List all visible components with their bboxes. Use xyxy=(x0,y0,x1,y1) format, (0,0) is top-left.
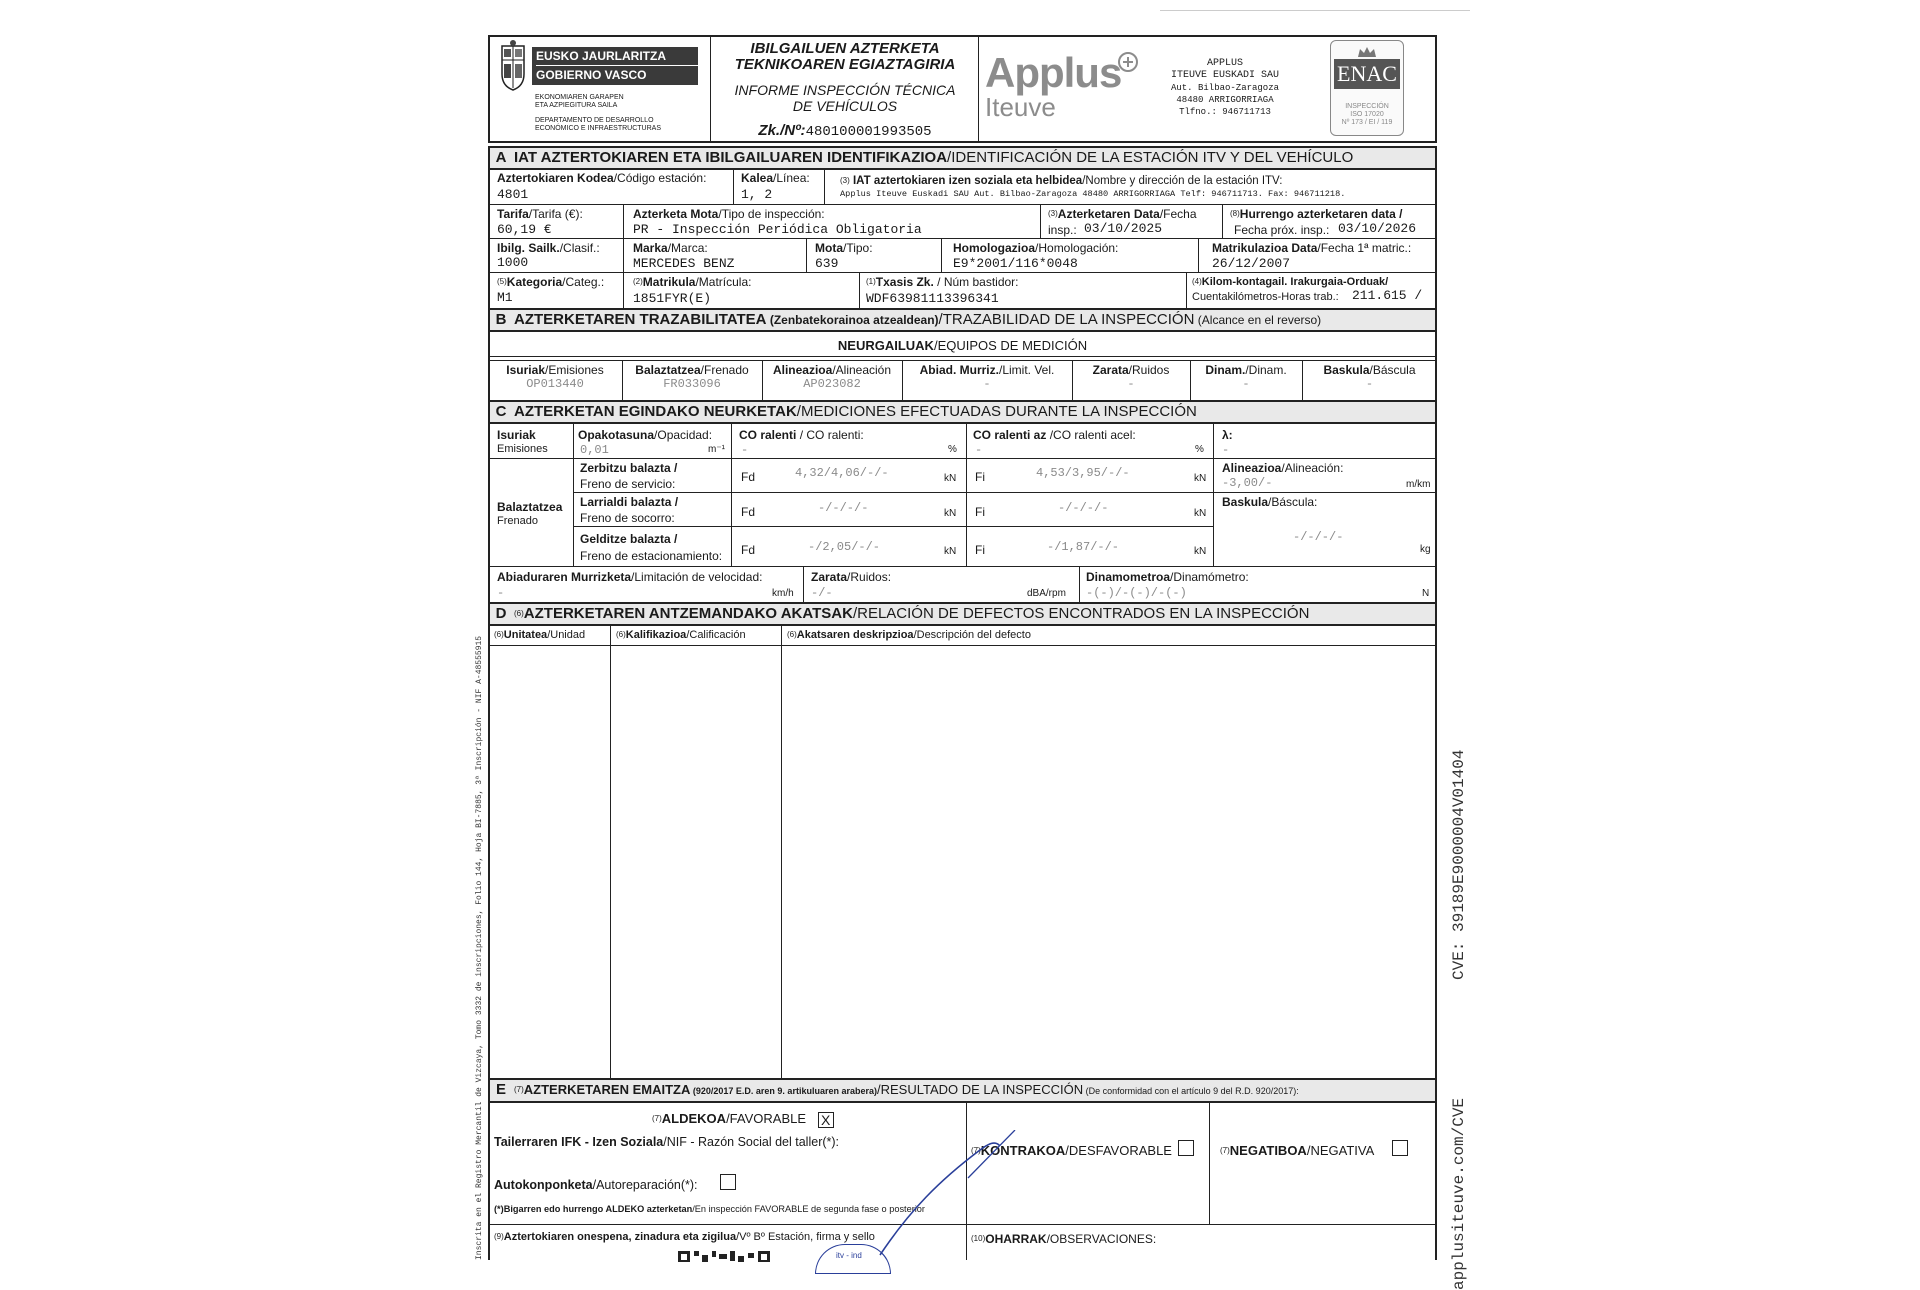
enac-badge xyxy=(1334,59,1400,89)
c-line-align-bottom xyxy=(1213,492,1437,493)
lambda-label: λ: xyxy=(1222,428,1233,442)
service-fi-unit: kN xyxy=(1194,473,1207,484)
a-r2-v3 xyxy=(1222,204,1223,238)
section-c-letter: C xyxy=(495,403,507,420)
enac-logo xyxy=(1330,40,1404,136)
dept-es-1: DEPARTAMENTO DE DESARROLLO xyxy=(535,117,654,124)
enac-crown-icon xyxy=(1357,45,1377,57)
a-row-line-3 xyxy=(488,272,1437,273)
a-r4-v3 xyxy=(1186,272,1187,308)
title-es-1: INFORME INSPECCIÓN TÉCNICA xyxy=(734,82,956,98)
parking-brake-label-es: Freno de estacionamiento: xyxy=(580,549,723,563)
parking-fi-value: -/1,87/-/- xyxy=(1047,540,1120,554)
parking-fi-label: Fi xyxy=(975,543,985,557)
a-r1-v2 xyxy=(824,169,825,204)
speed-limiter-label: Abiaduraren Murrizketa/Limitación de velocidad: xyxy=(497,570,763,584)
class-label: Ibilg. Sailk./Clasif.: xyxy=(497,241,600,255)
category-value: M1 xyxy=(497,290,513,305)
opacity-label: Opakotasuna/Opacidad: xyxy=(578,428,713,442)
equipment-item: Isuriak/Emisiones OP013440 xyxy=(506,363,604,391)
header-divider-1 xyxy=(710,35,711,143)
equipment-item: Abiad. Murriz./Limit. Vel. - xyxy=(919,363,1055,391)
gov-name-es: GOBIERNO VASCO xyxy=(536,65,698,84)
company-line-1: APPLUS xyxy=(1206,58,1243,69)
noise-value: -/- xyxy=(811,586,833,600)
company-line-2: ITEUVE EUSKADI SAU xyxy=(1170,70,1280,81)
company-address xyxy=(1160,58,1290,118)
section-b-title-eu-note: (Zenbatekorainoa atzealdean) xyxy=(766,313,939,327)
section-c-title-eu: AZTERKETAN EGINDAKO NEURKETAK xyxy=(514,403,797,420)
opacity-unit: m⁻¹ xyxy=(708,444,725,455)
fee-label: Tarifa/Tarifa (€): xyxy=(497,207,583,221)
emissions-label-es: Emisiones xyxy=(497,443,548,455)
co-idle-value: - xyxy=(741,443,749,457)
alignment-value: -3,00/- xyxy=(1222,476,1273,490)
vin-value: WDF63981113396341 xyxy=(866,291,999,306)
c-v-mid xyxy=(966,424,967,566)
section-b-title-es-note: (Alcance en el reverso) xyxy=(1194,313,1322,327)
parking-fd-unit: kN xyxy=(944,546,957,557)
emissions-label-eu: Isuriak xyxy=(497,428,536,442)
insp-date-value: 03/10/2025 xyxy=(1084,221,1163,236)
service-fd-unit: kN xyxy=(944,473,957,484)
gov-crest xyxy=(498,40,528,92)
category-label: $^{(5)}$Kategoria/Categ.: xyxy=(497,275,605,289)
c-v-right xyxy=(1213,424,1214,566)
defect-col-desc: $^{(6)}$Akatsaren deskripzioa/Descripción del defecto xyxy=(787,629,1031,641)
section-b-title-es: /TRAZABILIDAD DE LA INSPECCIÓN xyxy=(938,311,1195,328)
dept-eu-2: ETA AZPIEGITURA SAILA xyxy=(535,102,618,109)
unfavorable-checkbox[interactable] xyxy=(1178,1140,1194,1156)
company-line-4: 48480 ARRIGORRIAGA xyxy=(1176,95,1274,105)
reg-date-label: Matrikulazioa Data/Fecha 1ª matric.: xyxy=(1212,241,1412,255)
approval-label: $^{(9)}$Aztertokiaren onespena, zinadura eta zigilua/Vº Bº Estación, firma y sello xyxy=(494,1231,875,1243)
equipment-item: Baskula/Báscula - xyxy=(1323,363,1416,391)
emergency-fd-unit: kN xyxy=(944,508,957,519)
parking-brake-label-eu: Gelditze balazta / xyxy=(580,532,678,546)
a-r2-v2 xyxy=(1040,204,1041,238)
brand-main: Applus xyxy=(985,49,1122,96)
a-r4-v1 xyxy=(623,272,624,308)
co-accel-value: - xyxy=(975,443,983,457)
dept-eu-1: EKONOMIAREN GARAPEN xyxy=(535,94,624,101)
speed-limiter-unit: km/h xyxy=(772,588,794,599)
equipment-item: Balaztatzea/Frenado FR033096 xyxy=(635,363,749,391)
parking-fd-value: -/2,05/-/- xyxy=(808,540,881,554)
insp-date-label: $^{(3)}$Azterketaren Data/Fecha xyxy=(1048,207,1197,221)
insp-type-label: Azterketa Mota/Tipo de inspección: xyxy=(633,207,825,221)
scale-label: Baskula/Báscula: xyxy=(1222,495,1318,509)
section-e-title-sup: (7) xyxy=(514,1085,524,1094)
co-idle-label: CO ralenti / CO ralenti: xyxy=(739,428,864,442)
service-fi-label: Fi xyxy=(975,470,985,484)
report-number-label: Zk./Nº: xyxy=(758,122,806,139)
section-d-title-es: /RELACIÓN DE DEFECTOS ENCONTRADOS EN LA INSPECCIÓN xyxy=(852,605,1310,622)
a-r4-v2 xyxy=(859,272,860,308)
section-b-title-eu: AZTERKETAREN TRAZABILITATEA xyxy=(514,311,767,328)
report-number xyxy=(712,122,978,141)
a-r3-v2 xyxy=(806,238,807,272)
signature xyxy=(870,1130,1020,1265)
odometer-value: 211.615 / xyxy=(1352,288,1423,303)
brand-plus-icon xyxy=(1118,52,1138,72)
negative-label: $^{(7)}$NEGATIBOA/NEGATIVA xyxy=(1220,1143,1375,1158)
self-repair-checkbox[interactable] xyxy=(720,1174,736,1190)
enac-label: ENAC xyxy=(1337,61,1397,86)
brand-logo xyxy=(985,49,1122,122)
a-r3-v3 xyxy=(941,238,942,272)
next-date-value: 03/10/2026 xyxy=(1338,221,1417,236)
company-line-3: Aut. Bilbao-Zaragoza xyxy=(1170,83,1280,93)
a-row-line-1 xyxy=(488,204,1437,205)
make-value: MERCEDES BENZ xyxy=(633,256,735,271)
negative-checkbox[interactable] xyxy=(1392,1140,1408,1156)
c-line-emis-bottom xyxy=(488,458,1437,459)
emergency-fd-value: -/-/-/- xyxy=(818,501,869,515)
service-fi-value: 4,53/3,95/-/- xyxy=(1036,466,1130,480)
section-a-letter: A xyxy=(495,149,507,166)
gov-name-badge xyxy=(532,47,698,85)
equipment-item: Alineazioa/Alineación AP023082 xyxy=(772,363,892,391)
c-v-label xyxy=(573,424,574,566)
reg-date-value: 26/12/2007 xyxy=(1212,256,1291,271)
top-scan-line xyxy=(1160,10,1470,11)
insp-date-label-2: insp.: xyxy=(1048,223,1077,237)
b-line-1 xyxy=(488,356,1437,357)
emergency-brake-label-es: Freno de socorro: xyxy=(580,511,675,525)
title-es-2: DE VEHÍCULOS xyxy=(792,98,898,114)
station-code-label: Aztertokiaren Kodea/Código estación: xyxy=(497,171,707,185)
favorable-footnote: (*)Bigarren edo hurrengo ALDEKO azterketan/En inspección FAVORABLE de segunda fase o posterior xyxy=(494,1204,925,1214)
section-d-title-eu: AZTERKETAREN ANTZEMANDAKO AKATSAK xyxy=(523,605,853,622)
co-idle-unit: % xyxy=(948,444,957,455)
emergency-brake-label-eu: Larrialdi balazta / xyxy=(580,495,679,509)
favorable-checkbox[interactable] xyxy=(818,1112,834,1128)
co-accel-unit: % xyxy=(1195,444,1204,455)
c-line-emerg-bottom xyxy=(573,526,1213,527)
e-v2 xyxy=(1209,1102,1210,1224)
type-label: Mota/Tipo: xyxy=(815,241,873,255)
service-fd-label: Fd xyxy=(741,470,756,484)
next-date-label: $^{(8)}$Hurrengo azterketaren data / xyxy=(1230,207,1403,221)
scale-value: -/-/-/- xyxy=(1293,530,1344,544)
station-code-value: 4801 xyxy=(497,187,529,202)
emergency-fd-label: Fd xyxy=(741,505,756,519)
enac-line-3: Nº 173 / EI / 119 xyxy=(1341,119,1393,126)
lambda-value: - xyxy=(1222,443,1230,457)
c-v-bot-2 xyxy=(1079,566,1080,602)
a-r3-v4 xyxy=(1198,238,1199,272)
noise-label: Zarata/Ruidos: xyxy=(811,570,892,584)
type-value: 639 xyxy=(815,256,839,271)
plate-value: 1851FYR(E) xyxy=(633,291,712,306)
section-e-title-es: /RESULTADO DE LA INSPECCIÓN xyxy=(876,1082,1084,1097)
section-e-title-es-note: (De conformidad con el artículo 9 del R.D. 920/2017): xyxy=(1083,1086,1299,1096)
header-divider-2 xyxy=(978,35,979,143)
opacity-value: 0,01 xyxy=(580,443,609,457)
line-label: Kalea/Línea: xyxy=(741,171,810,185)
section-e-letter: E xyxy=(495,1081,506,1098)
scale-unit: kg xyxy=(1420,544,1431,555)
section-e-title-eu: AZTERKETAREN EMAITZA xyxy=(523,1082,691,1097)
company-line-5: Tlfno.: 946711713 xyxy=(1179,107,1271,117)
line-value: 1, 2 xyxy=(741,187,773,202)
c-line-brake-bottom xyxy=(488,566,1437,567)
brakes-label-es: Frenado xyxy=(497,515,538,527)
speed-limiter-value: - xyxy=(497,586,505,600)
noise-unit: dBA/rpm xyxy=(1027,588,1066,599)
section-d-frame xyxy=(488,602,1437,1080)
gov-name-eu: EUSKO JAURLARITZA xyxy=(536,49,667,63)
self-repair-label: Autokonponketa/Autoreparación(*): xyxy=(494,1178,698,1192)
enac-line-1: INSPECCIÓN xyxy=(1345,103,1389,110)
service-brake-label-eu: Zerbitzu balazta / xyxy=(580,461,678,475)
equipment-item: Dinam./Dinam. - xyxy=(1205,363,1287,391)
c-v-bot-1 xyxy=(803,566,804,602)
stamp-text: itv - ind xyxy=(836,1251,862,1260)
emergency-fi-unit: kN xyxy=(1194,508,1207,519)
brand-sub: Iteuve xyxy=(985,92,1056,122)
make-label: Marka/Marca: xyxy=(633,241,708,255)
equip-title: NEURGAILUAK/EQUIPOS DE MEDICIÓN xyxy=(837,338,1088,353)
dyno-value: -(-)/-(-)/-(-) xyxy=(1086,586,1187,600)
remarks-label: $^{(10)}$OHARRAK/OBSERVACIONES: xyxy=(971,1232,1157,1246)
next-date-label-2: Fecha próx. insp.: xyxy=(1234,223,1330,237)
section-e-title-eu-note: (920/2017 E.D. aren 9. artikuluaren arabera) xyxy=(690,1086,877,1096)
d-header-line xyxy=(488,645,1437,646)
dept-es-2: ECONÓMICO E INFRAESTRUCTURAS xyxy=(535,125,662,132)
a-r2-v1 xyxy=(623,204,624,238)
c-v-sub xyxy=(731,424,732,566)
favorable-check-mark: X xyxy=(821,1112,831,1128)
insp-type-value: PR - Inspección Periódica Obligatoria xyxy=(633,222,922,237)
d-col-line-1 xyxy=(610,624,611,1078)
parking-fi-unit: kN xyxy=(1194,546,1207,557)
section-b-letter: B xyxy=(495,311,507,328)
alignment-label: Alineazioa/Alineación: xyxy=(1222,461,1344,475)
registry-margin-text: Inscrita en el Registro Mercantil de Vizcaya, Tomo 3332 de inscripciones, Folio 144, Hoja BI-7885, 3ª Inscripción - NIF A-48555915 xyxy=(475,635,484,1260)
dyno-unit: N xyxy=(1422,588,1430,599)
odometer-label: $^{(4)}$Kilom-kontagail. Irakurgaia-Orduak/ xyxy=(1192,276,1389,288)
equipment-item: Zarata/Ruidos - xyxy=(1092,363,1170,391)
d-col-line-2 xyxy=(781,624,782,1078)
enac-line-2: ISO 17020 xyxy=(1350,111,1384,118)
section-a-title-es: /IDENTIFICACIÓN DE LA ESTACIÓN ITV Y DEL VEHÍCULO xyxy=(947,149,1354,166)
plate-label: $^{(2)}$Matrikula/Matrícula: xyxy=(633,275,752,289)
favorable-label: $^{(7)}$ALDEKOA/FAVORABLE xyxy=(652,1111,807,1126)
a-r3-v1 xyxy=(623,238,624,272)
title-eu-1: IBILGAILUEN AZTERKETA xyxy=(750,40,940,57)
title-eu-2: TEKNIKOAREN EGIAZTAGIRIA xyxy=(734,56,956,73)
emergency-fi-value: -/-/-/- xyxy=(1058,501,1109,515)
odometer-label-2: Cuentakilómetros-Horas trab.: xyxy=(1192,291,1339,303)
brakes-label-eu: Balaztatzea xyxy=(497,500,563,514)
qr-code xyxy=(678,1250,770,1262)
parking-fd-label: Fd xyxy=(741,543,756,557)
homolog-value: E9*2001/116*0048 xyxy=(953,256,1078,271)
cve-margin-text: CVE: 39189E9000004V01404 xyxy=(1450,749,1468,980)
fee-value: 60,19 € xyxy=(497,222,552,237)
report-number-value: 480100001993505 xyxy=(805,124,932,140)
section-d-letter: D xyxy=(495,605,507,622)
url-margin-text: applusiteuve.com/CVE xyxy=(1450,1097,1468,1290)
homolog-label: Homologazioa/Homologación: xyxy=(953,241,1119,255)
service-fd-value: 4,32/4,06/-/- xyxy=(795,466,889,480)
a-r1-v1 xyxy=(733,169,734,204)
c-line-service-bottom xyxy=(573,492,1213,493)
workshop-label: Tailerraren IFK - Izen Soziala/NIF - Razón Social del taller(*): xyxy=(494,1135,840,1149)
unfavorable-label: $^{(7)}$KONTRAKOA/DESFAVORABLE xyxy=(971,1143,1172,1158)
station-name-value: Applus Iteuve Euskadi SAU Aut. Bilbao-Zaragoza 48480 ARRIGORRIAGA Telf: 946711713. Fax: 946711218. xyxy=(840,189,1346,199)
vin-label: $^{(1)}$Txasis Zk. / Núm bastidor: xyxy=(866,275,1019,289)
service-brake-label-es: Freno de servicio: xyxy=(580,477,676,491)
dyno-label: Dinamometroa/Dinamómetro: xyxy=(1086,570,1249,584)
emergency-fi-label: Fi xyxy=(975,505,985,519)
co-accel-label: CO ralenti az /CO ralenti acel: xyxy=(973,428,1136,442)
defect-col-rating: $^{(6)}$Kalifikazioa/Calificación xyxy=(616,629,746,641)
alignment-unit: m/km xyxy=(1406,479,1431,490)
section-d-title-sup: (6) xyxy=(514,609,524,618)
defect-col-unit: $^{(6)}$Unitatea/Unidad xyxy=(494,629,586,641)
a-row-line-2 xyxy=(488,238,1437,239)
section-c-title-es: /MEDICIONES EFECTUADAS DURANTE LA INSPECCIÓN xyxy=(796,403,1197,420)
enac-info xyxy=(1331,103,1403,127)
section-a-title-eu: IAT AZTERTOKIAREN ETA IBILGAILUAREN IDENTIFIKAZIOA xyxy=(514,149,948,166)
station-name-label: $^{(3)}$ IAT aztertokiaren izen soziala eta helbidea/Nombre y dirección de la estación ITV: xyxy=(840,175,1283,187)
class-value: 1000 xyxy=(497,255,529,270)
